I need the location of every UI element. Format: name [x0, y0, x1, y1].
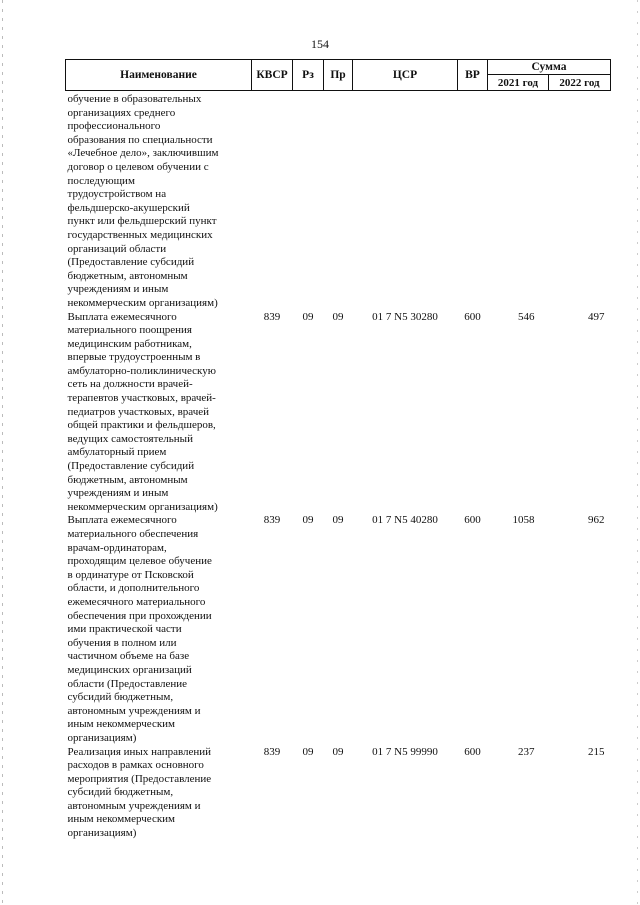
row-vr: 600 [464, 310, 481, 323]
page-number: 154 [311, 37, 329, 51]
row-name-line: трудоустройством на [67, 188, 167, 201]
row-name-line: организациях среднего [67, 106, 176, 119]
row-sum-2022: 215 [588, 745, 605, 758]
row-name-line: субсидий бюджетным, [67, 691, 174, 704]
row-name-line: некоммерческим организациям) [67, 296, 218, 309]
row-name-line: педиатров участковых, врачей [67, 405, 210, 418]
row-pr: 09 [332, 310, 344, 323]
header-pr: Пр [324, 60, 353, 91]
row-name-line: государственных медицинских [67, 228, 213, 241]
row-name-line: ведущих самостоятельный [67, 432, 193, 445]
row-name-line: субсидий бюджетным, [67, 786, 174, 799]
row-pr [324, 91, 353, 311]
table-row [66, 91, 611, 311]
row-name-line: организаций области [67, 242, 167, 255]
row-name-line: терапевтов участковых, врачей- [67, 392, 216, 405]
row-sum-2021 [488, 91, 549, 311]
row-name-line: Выплата ежемесячного [67, 310, 177, 323]
row-name-line: образования по специальности [67, 133, 213, 146]
row-csr: 01 7 N5 40280 [372, 514, 438, 527]
row-name-line: пункт или фельдшерский пункт [67, 215, 217, 228]
row-name-line: некоммерческим организациям) [67, 500, 218, 513]
row-name-line: иным некоммерческим [67, 813, 176, 826]
header-vr: ВР [458, 60, 488, 91]
table-row [66, 311, 611, 515]
row-sum-2021: 237 [518, 745, 535, 758]
row-name-line: медицинским работникам, [67, 337, 192, 350]
row-csr: 01 7 N5 99990 [372, 745, 438, 758]
row-kvsr: 839 [263, 514, 281, 527]
table-header [66, 60, 611, 91]
table-body [66, 91, 611, 841]
row-name-line: амбулаторный прием [67, 446, 167, 459]
row-name-line: автономным учреждениям и [67, 799, 201, 812]
header-rz: Рз [293, 60, 324, 91]
row-kvsr [252, 91, 293, 311]
row-vr [458, 91, 488, 311]
row-name-line: договор о целевом обучении с [67, 160, 209, 173]
row-csr [353, 91, 458, 311]
row-rz: 09 [302, 745, 314, 758]
row-name-line: впервые трудоустроенным в [67, 351, 201, 364]
row-pr: 09 [332, 745, 344, 758]
scan-edge-right [637, 0, 638, 905]
row-name [66, 91, 252, 311]
row-sum-2022 [549, 91, 611, 311]
row-sum-2022: 497 [588, 310, 605, 323]
row-name-line: обеспечения при прохождении [67, 609, 212, 622]
row-name-line: бюджетным, автономным [67, 269, 188, 282]
row-name-line: проходящим целевое обучение [67, 555, 212, 568]
row-rz: 09 [302, 514, 314, 527]
row-name-line: бюджетным, автономным [67, 473, 188, 486]
row-name-line: амбулаторно-поликлиническую [67, 364, 216, 377]
row-name-line: организациям) [67, 731, 137, 744]
scan-edge-left [2, 0, 3, 905]
header-year-2022: 2022 год [549, 75, 611, 91]
row-name-line: сеть на должности врачей- [67, 378, 193, 391]
table-row [66, 746, 611, 841]
row-name-line: учреждениям и иным [67, 283, 169, 296]
row-name-line: Выплата ежемесячного [67, 514, 177, 527]
row-name-line: автономным учреждениям и [67, 704, 201, 717]
header-kvsr: КВСР [252, 60, 293, 91]
row-name-line: (Предоставление субсидий [67, 460, 195, 473]
row-name-line: области, и дополнительного [67, 582, 200, 595]
budget-table [65, 59, 611, 841]
row-name-line: частичном объеме на базе [67, 650, 190, 663]
row-name-line: фельдшерско-акушерский [67, 201, 190, 214]
row-name-line: в ординатуре от Псковской [67, 568, 194, 581]
row-rz: 09 [302, 310, 314, 323]
row-vr: 600 [464, 745, 481, 758]
row-name-line: «Лечебное дело», заключившим [67, 147, 219, 160]
row-name-line: ими практической части [67, 623, 182, 636]
header-csr: ЦСР [353, 60, 458, 91]
row-name-line: области (Предоставление [67, 677, 188, 690]
row-kvsr: 839 [263, 745, 281, 758]
row-sum-2021: 546 [518, 310, 535, 323]
row-name-line: обучение в образовательных [67, 93, 202, 105]
row-name-line: обучения в полном или [67, 636, 177, 649]
row-name-line: материального поощрения [67, 324, 192, 337]
row-name-line: иным некоммерческим [67, 718, 176, 731]
row-name [66, 514, 252, 745]
header-year-2021: 2021 год [488, 75, 549, 91]
row-name-line: медицинских организаций [67, 663, 192, 676]
row-name-line: организациям) [67, 827, 137, 840]
table-row [66, 514, 611, 745]
row-name-line: врачам-ординаторам, [67, 541, 167, 554]
row-vr: 600 [464, 514, 481, 527]
row-name [66, 311, 252, 515]
row-kvsr: 839 [263, 310, 281, 323]
row-name-line: Реализация иных направлений [67, 745, 212, 758]
row-name [66, 746, 252, 841]
row-name-line: материального обеспечения [67, 528, 199, 540]
row-name-line: учреждениям и иным [67, 487, 169, 500]
row-sum-2022: 962 [588, 514, 605, 527]
row-name-line: профессионального [67, 120, 161, 133]
row-pr: 09 [332, 514, 344, 527]
row-name-line: ежемесячного материального [67, 595, 206, 608]
row-rz [293, 91, 324, 311]
header-sum: Сумма [488, 60, 611, 75]
row-name-line: мероприятия (Предоставление [67, 772, 212, 785]
row-name-line: расходов в рамках основного [67, 759, 204, 772]
header-name: Наименование [66, 60, 252, 91]
row-sum-2021: 1058 [512, 514, 535, 527]
row-name-line: последующим [67, 174, 135, 187]
row-name-line: общей практики и фельдшеров, [67, 419, 216, 432]
row-name-line: (Предоставление субсидий [67, 256, 195, 269]
row-csr: 01 7 N5 30280 [372, 310, 438, 323]
